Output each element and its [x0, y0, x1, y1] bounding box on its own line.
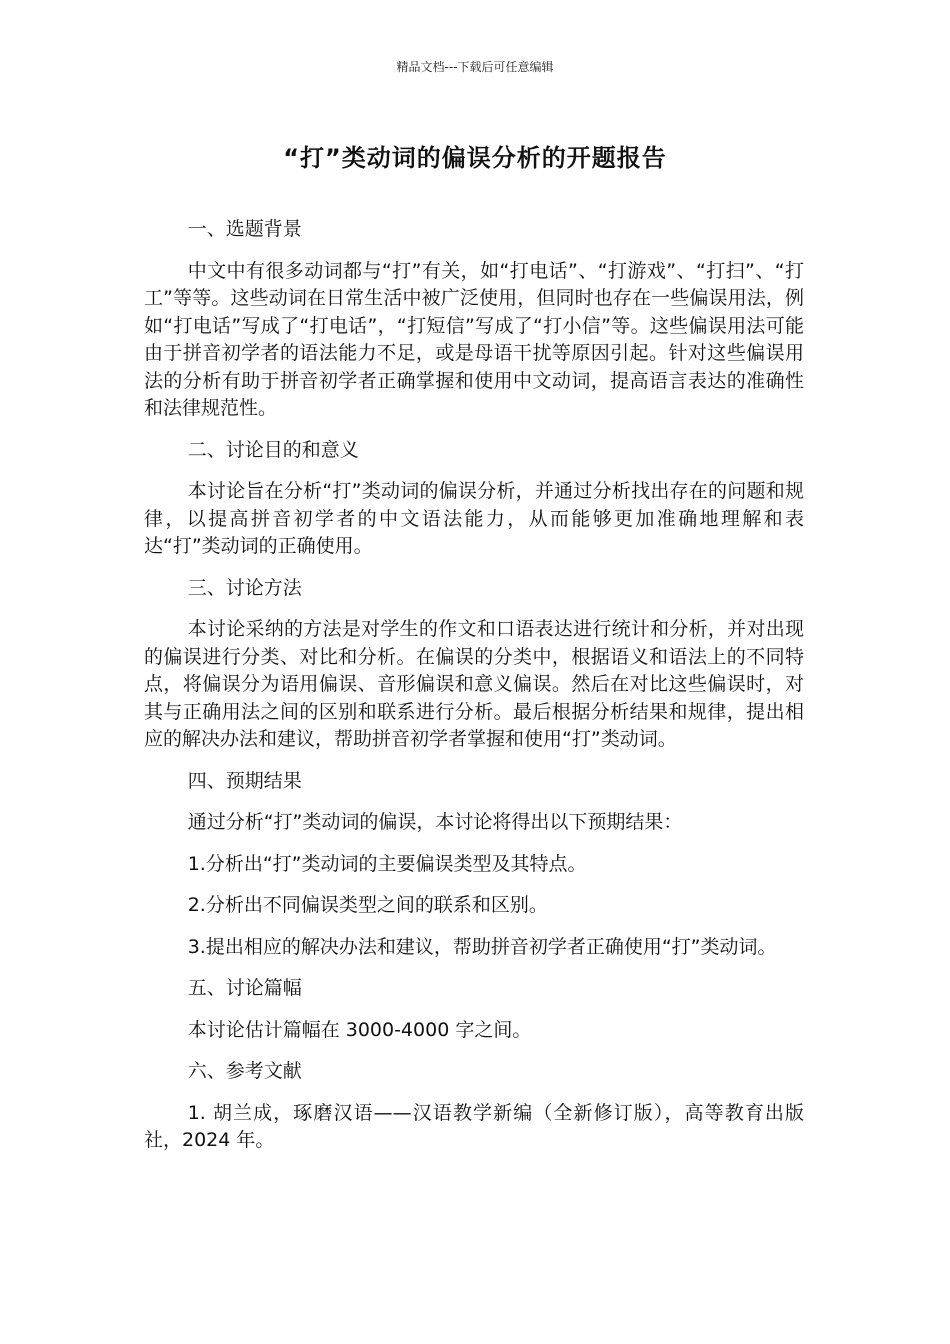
document-title: “打”类动词的偏误分析的开题报告: [283, 144, 667, 172]
section-text-background: 中文中有很多动词都与“打”有关，如“打电话”、“打游戏”、“打扫”、“打工”等等。这些动词在日常生活中被广泛使用，但同时也存在一些偏误用法，例如“打电话”写成了“打电话”，“打短信”写成了“打小信”等。这些偏误用法可能由于拼音初学者的语法能力不足，或是母语干扰等原因引起。针对这些偏误用法的分析有助于拼音初学者正确掌握和使用中文动词，提高语言表达的准确性和法律规范性。: [144, 259, 804, 419]
section-text-method: 本讨论采纳的方法是对学生的作文和口语表达进行统计和分析，并对出现的偏误进行分类、对比和分析。在偏误的分类中，根据语义和语法上的不同特点，将偏误分为语用偏误、音形偏误和意义偏误。然后在对比这些偏误时，对其与正确用法之间的区别和联系进行分析。最后根据分析结果和规律，提出相应的解决办法和建议，帮助拼音初学者掌握和使用“打”类动词。: [144, 618, 804, 750]
results-item-2: 2.分析出不同偏误类型之间的联系和区别。: [187, 894, 548, 916]
results-item-1: 1.分析出“打”类动词的主要偏误类型及其特点。: [187, 852, 587, 875]
results-item-3: 3.提出相应的解决办法和建议，帮助拼音初学者正确使用“打”类动词。: [187, 935, 777, 958]
section-text-length: 本讨论估计篇幅在 3000-4000 字之间。: [187, 1018, 532, 1041]
section-heading-results: 四、预期结果: [187, 769, 302, 792]
reference-item-1: 1. 胡兰成，琢磨汉语——汉语教学新编（全新修订版），高等教育出版社，2024 年。: [144, 1101, 804, 1151]
section-text-purpose: 本讨论旨在分析“打”类动词的偏误分析，并通过分析找出存在的问题和规律，以提高拼音初学者的中文语法能力，从而能够更加准确地理解和表达“打”类动词的正确使用。: [144, 480, 804, 557]
section-heading-references: 六、参考文献: [187, 1060, 302, 1082]
header-note: 精品文档---下载后可任意编辑: [396, 60, 554, 74]
section-heading-method: 三、讨论方法: [187, 576, 302, 599]
section-heading-background: 一、选题背景: [187, 218, 302, 240]
section-heading-purpose: 二、讨论目的和意义: [187, 438, 359, 461]
document-body: [144, 216, 804, 1169]
results-intro: 通过分析“打”类动词的偏误，本讨论将得出以下预期结果：: [187, 811, 683, 833]
section-heading-length: 五、讨论篇幅: [187, 977, 302, 999]
